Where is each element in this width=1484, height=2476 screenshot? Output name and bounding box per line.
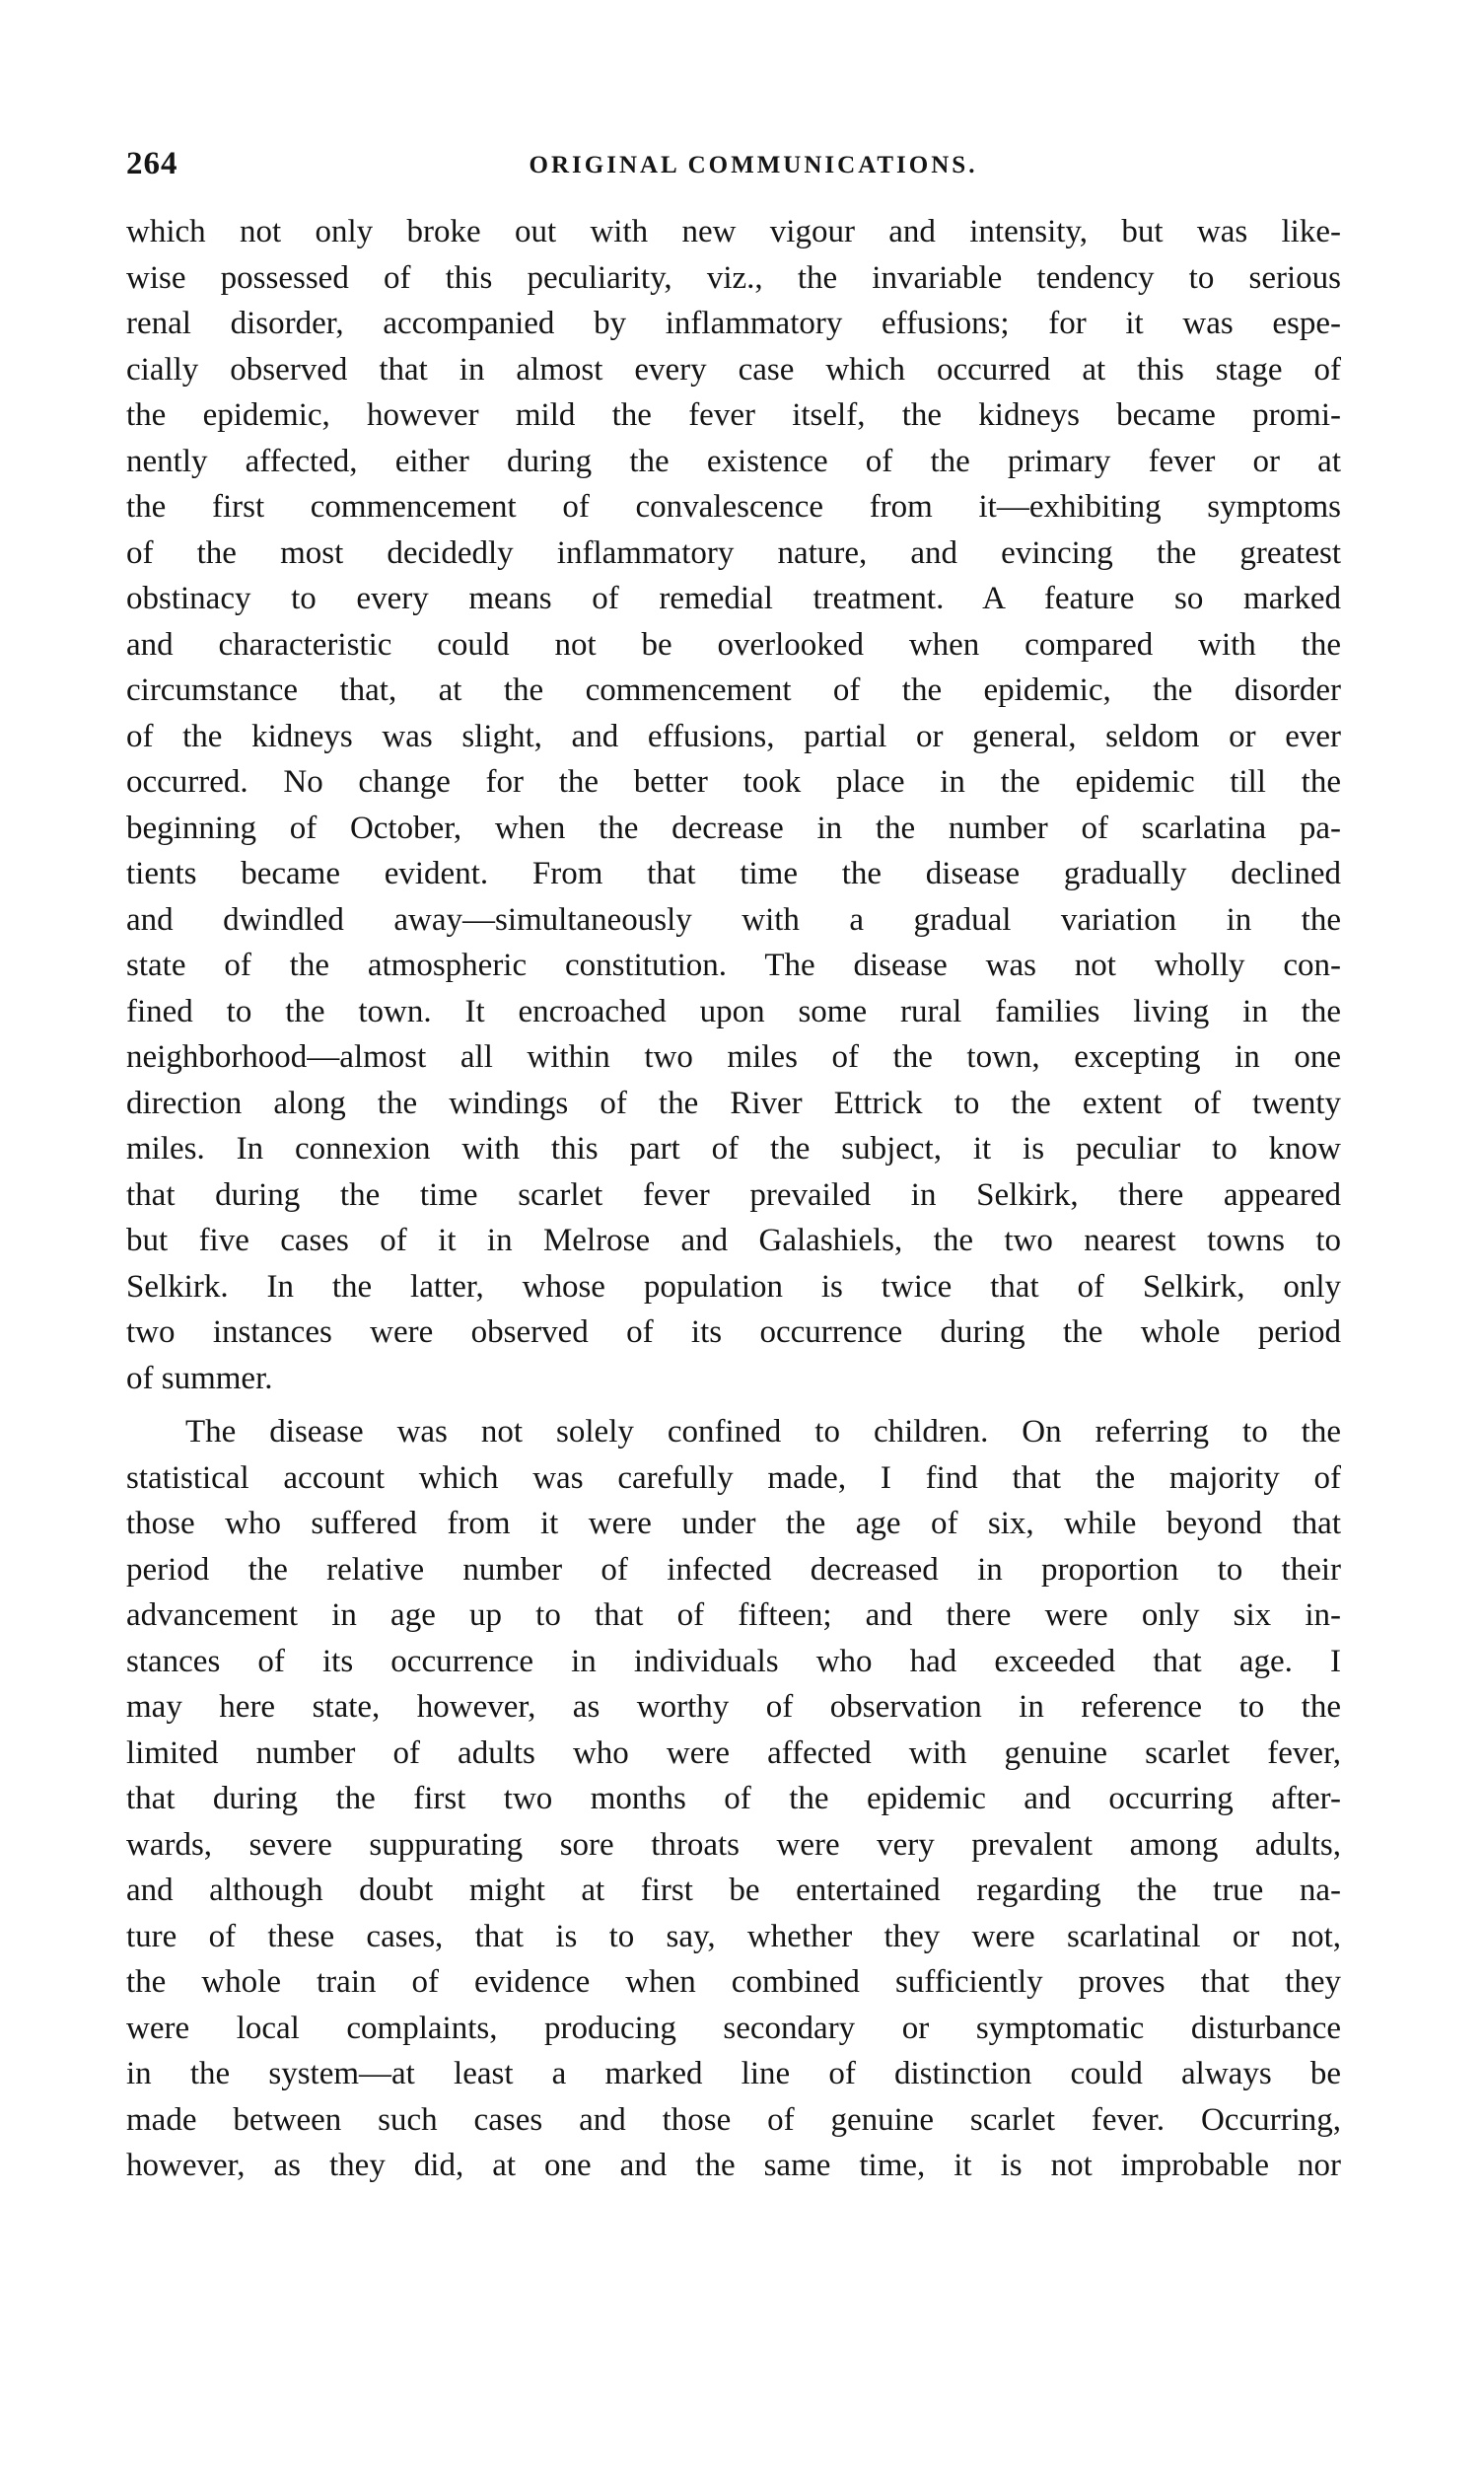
text-line: however, as they did, at one and the same time, it is not improbable nor bbox=[126, 2148, 1341, 2183]
text-line: advancement in age up to that of fifteen; and there were only six in- bbox=[126, 1597, 1341, 1633]
paragraph bbox=[126, 209, 1341, 1401]
text-line: which not only broke out with new vigour and intensity, but was like- bbox=[126, 214, 1341, 249]
text-line: the whole train of evidence when combined sufficiently proves that they bbox=[126, 1964, 1341, 2000]
text-line: fined to the town. It encroached upon some rural families living in the bbox=[126, 993, 1341, 1029]
text-line: and characteristic could not be overlooked when compared with the bbox=[126, 626, 1341, 663]
text-line: that during the time scarlet fever prevailed in Selkirk, there appeared bbox=[126, 1176, 1341, 1213]
text-line: beginning of October, when the decrease in the number of scarlatina pa- bbox=[126, 810, 1341, 846]
text-line: ture of these cases, that is to say, whether they were scarlatinal or not, bbox=[126, 1918, 1341, 1954]
text-line: in the system—at least a marked line of distinction could always be bbox=[126, 2056, 1341, 2091]
text-line: and dwindled away—simultaneously with a gradual variation in the bbox=[126, 901, 1341, 938]
text-line: Selkirk. In the latter, whose population is twice that of Selkirk, only bbox=[126, 1268, 1341, 1305]
text-line: neighborhood—almost all within two miles of the town, excepting in one bbox=[126, 1039, 1341, 1075]
text-line: tients became evident. From that time the disease gradually declined bbox=[126, 856, 1341, 891]
text-line: renal disorder, accompanied by inflammatory effusions; for it was espe- bbox=[126, 306, 1341, 341]
text-line: of the kidneys was slight, and effusions, partial or general, seldom or ever bbox=[126, 718, 1341, 754]
paragraph bbox=[126, 1409, 1341, 2189]
text-line: of summer. bbox=[126, 1360, 273, 1396]
text-line: statistical account which was carefully made, I find that the majority of bbox=[126, 1459, 1341, 1496]
text-line: state of the atmospheric constitution. The disease was not wholly con- bbox=[126, 948, 1341, 983]
running-head bbox=[126, 146, 1341, 185]
text-line: wise possessed of this peculiarity, viz., the invariable tendency to serious bbox=[126, 259, 1341, 296]
running-title: ORIGINAL COMMUNICATIONS. bbox=[529, 152, 978, 178]
page-number: 264 bbox=[126, 146, 178, 181]
text-line: circumstance that, at the commencement of the epidemic, the disorder bbox=[126, 672, 1341, 708]
text-line: made between such cases and those of genuine scarlet fever. Occurring, bbox=[126, 2101, 1341, 2138]
text-line: that during the first two months of the epidemic and occurring after- bbox=[126, 1781, 1341, 1816]
text-line: wards, severe suppurating sore throats were very prevalent among adults, bbox=[126, 1826, 1341, 1863]
text-line: the first commencement of convalescence from it—exhibiting symptoms bbox=[126, 489, 1341, 525]
text-line: obstinacy to every means of remedial treatment. A feature so marked bbox=[126, 581, 1341, 616]
text-line: were local complaints, producing secondary or symptomatic disturbance bbox=[126, 2010, 1341, 2046]
text-line: limited number of adults who were affected with genuine scarlet fever, bbox=[126, 1734, 1341, 1771]
text-line: The disease was not solely confined to children. On referring to the bbox=[185, 1414, 1341, 1450]
text-line: stances of its occurrence in individuals who had exceeded that age. I bbox=[126, 1643, 1341, 1679]
text-line: and although doubt might at first be entertained regarding the true na- bbox=[126, 1873, 1341, 1908]
text-line: period the relative number of infected decreased in proportion to their bbox=[126, 1551, 1341, 1588]
text-line: nently affected, either during the existence of the primary fever or at bbox=[126, 443, 1341, 479]
text-line: cially observed that in almost every case which occurred at this stage of bbox=[126, 351, 1341, 388]
text-line: occurred. No change for the better took place in the epidemic till the bbox=[126, 764, 1341, 800]
text-line: direction along the windings of the River Ettrick to the extent of twenty bbox=[126, 1085, 1341, 1121]
text-line: those who suffered from it were under the age of six, while beyond that bbox=[126, 1506, 1341, 1541]
paragraph-gap bbox=[126, 1401, 1341, 1409]
text-line: miles. In connexion with this part of the subject, it is peculiar to know bbox=[126, 1131, 1341, 1167]
text-line: may here state, however, as worthy of observation in reference to the bbox=[126, 1689, 1341, 1725]
text-line: but five cases of it in Melrose and Galashiels, the two nearest towns to bbox=[126, 1223, 1341, 1258]
text-line: the epidemic, however mild the fever itself, the kidneys became promi- bbox=[126, 397, 1341, 433]
text-line: two instances were observed of its occurrence during the whole period bbox=[126, 1314, 1341, 1350]
text-line: of the most decidedly inflammatory nature, and evincing the greatest bbox=[126, 534, 1341, 571]
body-text bbox=[126, 209, 1341, 2189]
